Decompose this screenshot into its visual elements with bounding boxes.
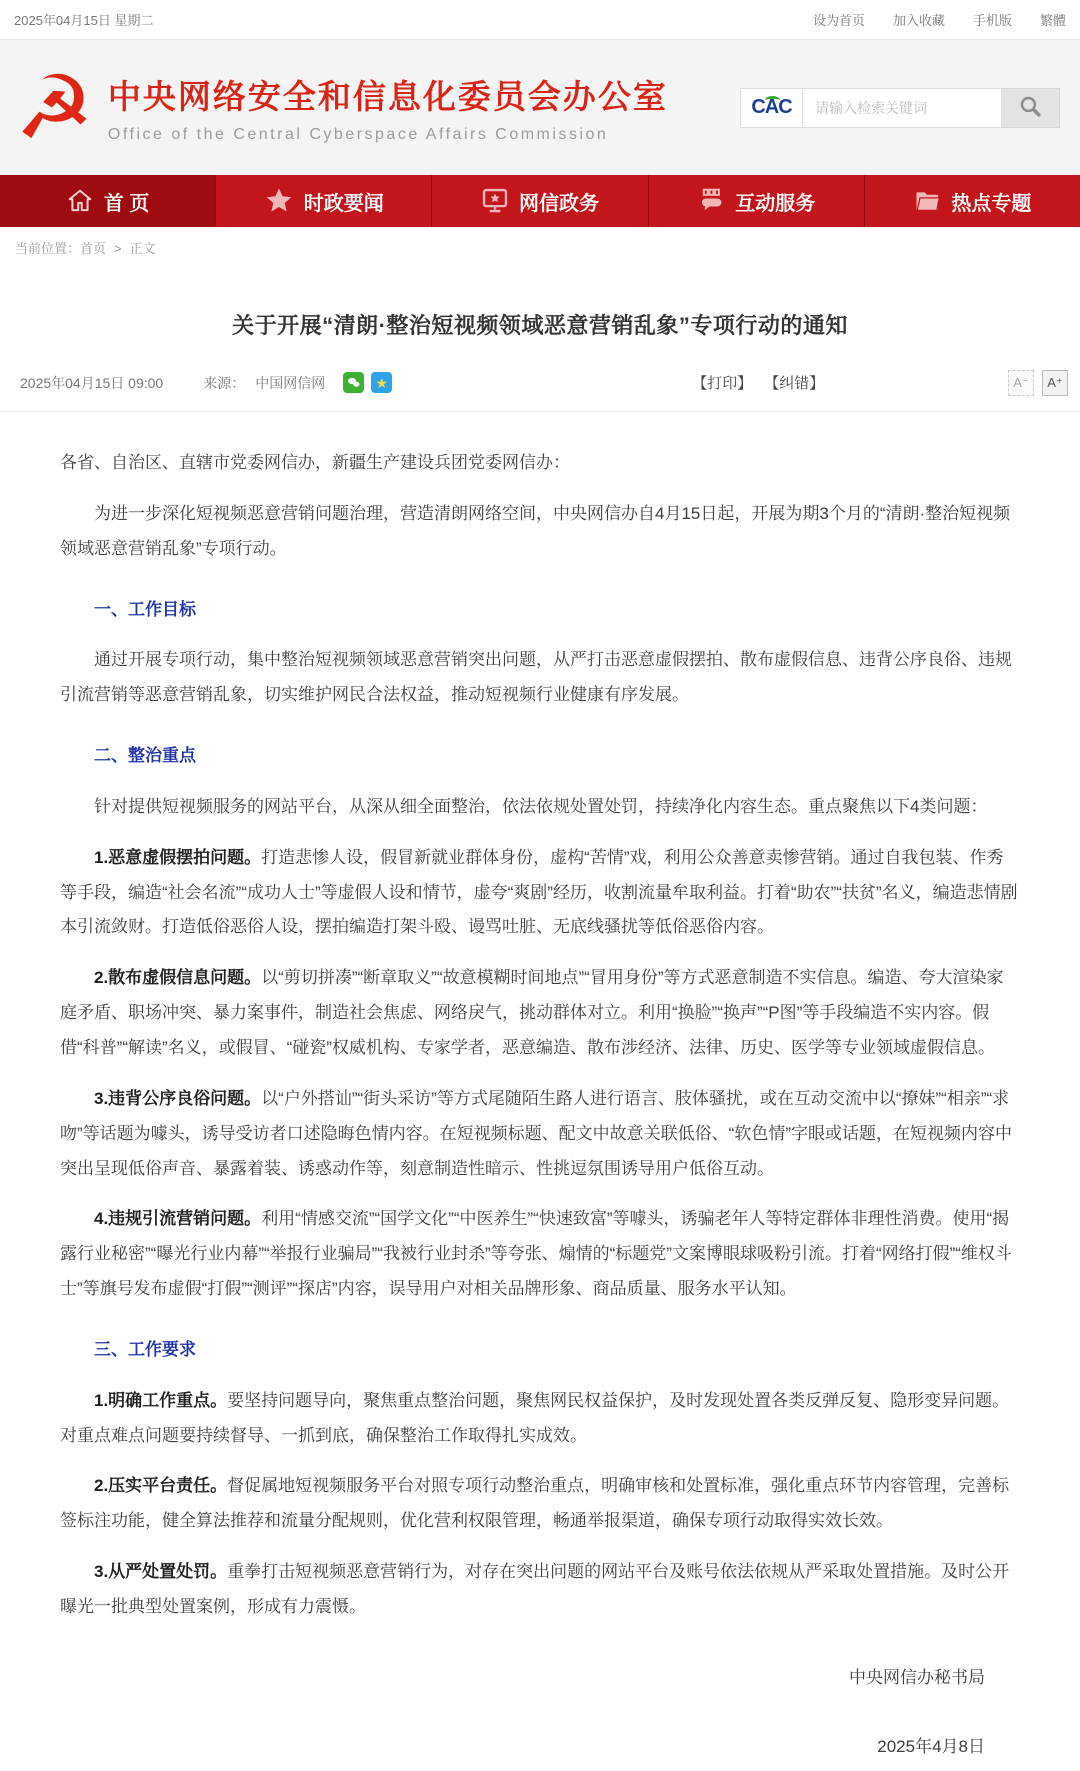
article-paragraph: 3.违背公序良俗问题。以“户外搭讪”“街头采访”等方式尾随陌生路人进行语言、肢体骚扰，或在互动交流中以“撩妹”“相亲”“求吻”等话题为噱头，诱导受访者口述隐晦色情内容。在短视频标题、配文中故意关联低俗、“软色情”字眼或话题，在短视频内容中突出呈现低俗声音、暴露着装、诱惑动作等，刻意制造性暗示、性挑逗氛围诱导用户低俗互动。	[60, 1088, 1012, 1178]
article-paragraph: 1.明确工作重点。要坚持问题导向，聚焦重点整治问题，聚焦网民权益保护，及时发现处置各类反弹反复、隐形变异问题。对重点难点问题要持续督导、一抓到底，确保整治工作取得扎实成效。	[60, 1390, 1010, 1445]
article-paragraph: 各省、自治区、直辖市党委网信办，新疆生产建设兵团党委网信办：	[60, 453, 570, 472]
article-sign-date: 2025年4月8日	[877, 1736, 985, 1756]
search-button[interactable]	[1002, 88, 1060, 128]
source-label: 来源：	[203, 374, 246, 391]
nav-label: 时政要闻	[303, 192, 384, 215]
paragraph-lead: 1.恶意虚假摆拍问题。	[94, 847, 262, 867]
breadcrumb-items	[80, 238, 156, 257]
nav-label: 首 页	[103, 192, 150, 215]
nav-label: 热点专题	[951, 192, 1032, 215]
topbar	[0, 0, 1080, 40]
article-paragraph: 2.压实平台责任。督促属地短视频服务平台对照专项行动整治重点，明确审核和处置标准，强化重点环节内容管理，完善标签标注功能，健全算法推荐和流量分配规则，优化营利权限管理，畅通举报渠道，确保专项行动取得实效长效。	[60, 1476, 1010, 1531]
nav-label: 互动服务	[735, 192, 816, 215]
article	[0, 309, 1080, 1771]
cac-logo	[740, 88, 802, 128]
article-datetime: 2025年04月15日 09:00	[20, 374, 164, 391]
star-icon	[264, 186, 294, 216]
article-title: 关于开展“清朗·整治短视频领域恶意营销乱象”专项行动的通知	[232, 313, 848, 338]
paragraph-lead: 2.散布虚假信息问题。	[94, 968, 262, 988]
section-heading: 二、整治重点	[94, 746, 196, 766]
topbar-links	[813, 10, 1066, 29]
cac-logo-arc	[765, 96, 780, 104]
font-larger-button[interactable]: A⁺	[1042, 370, 1068, 396]
main-nav	[0, 175, 1080, 227]
article-body	[0, 412, 1080, 1625]
wechat-icon[interactable]	[343, 372, 364, 393]
cac-logo-text: CAC	[751, 96, 792, 118]
nav-item[interactable]	[865, 175, 1080, 227]
article-paragraph: 针对提供短视频服务的网站平台，从深从细全面整治，依法依规处置处罚，持续净化内容生态。重点聚焦以下4类问题：	[94, 796, 988, 816]
breadcrumb-separator: >	[114, 240, 122, 256]
article-paragraph: 1.恶意虚假摆拍问题。打造悲惨人设，假冒新就业群体身份，虚构“苦情”戏，利用公众善意卖惨营销。通过自我包装、作秀等手段，编造“社会名流”“成功人士”等虚假人设和情节，虚夸“爽剧”经历，收割流量牟取利益。打着“助农”“扶贫”名义，编造悲情剧本引流敛财。打造低俗恶俗人设，摆拍编造打架斗殴、谩骂吐脏、无底线骚扰等低俗恶俗内容。	[60, 847, 1018, 937]
nav-item[interactable]	[432, 175, 648, 227]
monitor-icon	[481, 187, 509, 215]
qzone-icon[interactable]: ★	[371, 372, 392, 393]
font-smaller-button[interactable]: A⁻	[1008, 370, 1034, 396]
meta-actions	[692, 372, 824, 393]
search-input[interactable]	[802, 88, 1002, 128]
article-signature: 中央网信办秘书局	[849, 1667, 985, 1687]
search-bar	[740, 88, 1060, 128]
paragraph-lead: 1.明确工作重点。	[94, 1390, 228, 1410]
topbar-date: 2025年04月15日 星期二	[14, 13, 154, 28]
article-source: 中国网信网	[255, 374, 326, 391]
magnifier-icon	[1018, 94, 1043, 122]
article-paragraph: 2.散布虚假信息问题。以“剪切拼凑”“断章取义”“故意模糊时间地点”“冒用身份”等方式恶意制造不实信息。编造、夸大渲染家庭矛盾、职场冲突、暴力案事件，制造社会焦虑、网络戾气，挑动群体对立。利用“换脸”“换声”“P图”等手段编造不实内容。假借“科普”“解读”名义，或假冒、“碰瓷”权威机构、专家学者，恶意编造、散布涉经济、法律、历史、医学等专业领域虚假信息。	[60, 968, 1004, 1057]
nav-item[interactable]	[649, 175, 865, 227]
site-brand	[15, 55, 668, 159]
nav-item[interactable]	[216, 175, 432, 227]
topbar-link[interactable]: 加入收藏	[892, 13, 945, 28]
breadcrumb	[0, 227, 1080, 267]
topbar-link[interactable]: 设为首页	[812, 13, 865, 28]
article-meta	[0, 354, 1080, 412]
home-icon	[66, 187, 94, 215]
paragraph-lead: 2.压实平台责任。	[94, 1476, 228, 1496]
fontsize-controls	[1008, 370, 1068, 396]
nav-label: 网信政务	[519, 192, 599, 215]
article-paragraph: 3.从严处置处罚。重拳打击短视频恶意营销行为，对存在突出问题的网站平台及账号依法依规从严采取处置措施。及时公开曝光一批典型处置案例，形成有力震慑。	[60, 1562, 1010, 1616]
breadcrumb-link[interactable]: 首页	[80, 240, 107, 256]
chat-icon	[697, 187, 725, 215]
correction-button[interactable]: 【纠错】	[764, 375, 825, 392]
section-heading: 三、工作要求	[94, 1339, 196, 1359]
site-subtitle: Office of the Central Cyberspace Affairs Commission	[107, 126, 609, 143]
share-icons	[343, 372, 392, 393]
site-title: 中央网络安全和信息化委员会办公室	[107, 78, 668, 115]
article-paragraph: 通过开展专项行动，集中整治短视频领域恶意营销突出问题，从严打击恶意虚假摆拍、散布虚假信息、违背公序良俗、违规引流营销等恶意营销乱象，切实维护网民合法权益，推动短视频行业健康有序发展。	[60, 650, 1012, 705]
breadcrumb-label: 当前位置：	[15, 240, 81, 256]
topbar-link[interactable]: 繁體	[1039, 13, 1066, 28]
nav-item[interactable]	[0, 175, 216, 227]
site-header	[0, 40, 1080, 175]
breadcrumb-link[interactable]: 正文	[129, 240, 156, 256]
paragraph-lead: 3.从严处置处罚。	[94, 1562, 228, 1582]
hammer-sickle-icon: ☭	[15, 55, 94, 159]
article-paragraph: 4.违规引流营销问题。利用“情感交流”“国学文化”“中医养生”“快速致富”等噱头，诱骗老年人等特定群体非理性消费。使用“揭露行业秘密”“曝光行业内幕”“举报行业骗局”“我被行业封杀”等夸张、煽情的“标题党”文案博眼球吸粉引流。打着“网络打假”“维权斗士”等旗号发布虚假“打假”“测评”“探店”内容，误导用户对相关品牌形象、商品质量、服务水平认知。	[60, 1209, 1012, 1299]
folder-icon	[913, 187, 941, 215]
print-button[interactable]: 【打印】	[692, 375, 753, 392]
article-paragraph: 为进一步深化短视频恶意营销问题治理，营造清朗网络空间，中央网信办自4月15日起，开展为期3个月的“清朗·整治短视频领域恶意营销乱象”专项行动。	[60, 503, 1011, 558]
section-heading: 一、工作目标	[94, 599, 196, 619]
paragraph-lead: 3.违背公序良俗问题。	[94, 1088, 262, 1108]
topbar-link[interactable]: 手机版	[972, 13, 1012, 28]
paragraph-lead: 4.违规引流营销问题。	[94, 1209, 262, 1229]
